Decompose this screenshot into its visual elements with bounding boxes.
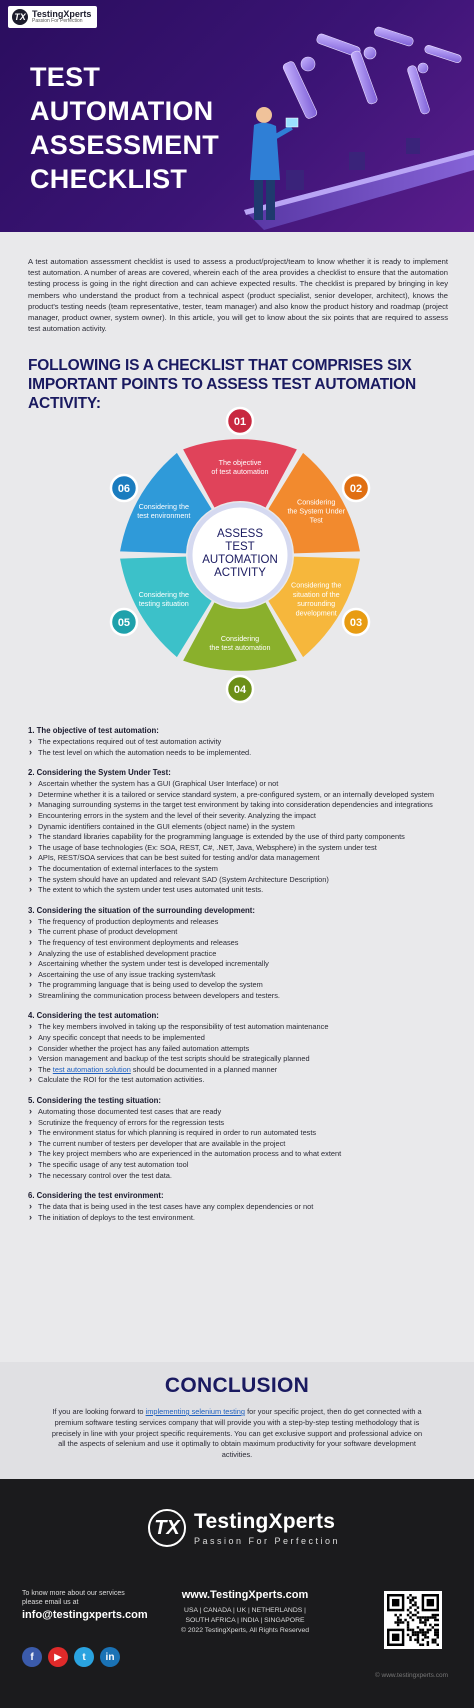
list-item: › The environment status for which planning is required in order to run automated tests <box>28 1128 448 1139</box>
robot-arms-illustration <box>224 20 474 230</box>
conclusion-title: CONCLUSION <box>164 1374 310 1397</box>
title-line: ASSESSMENT <box>30 130 220 160</box>
wheel-number: 02 <box>349 483 363 495</box>
list-item: › The frequency of test environment deployments and releases <box>28 938 448 949</box>
wheel-segment-label: Considering the testing situation <box>138 589 189 609</box>
list-item: › Streamlining the communication process between developers and testers. <box>28 991 448 1002</box>
facebook-icon[interactable]: f <box>22 1647 42 1667</box>
wheel-segment-label: Considering the test environment <box>137 501 191 521</box>
list-item: › Consider whether the project has any failed automation attempts <box>28 1044 448 1055</box>
intro-paragraph: A test automation assessment checklist is used to assess a product/project/team to know whether it is ready to implement test automation. A number of areas are covered, wherein each of the area provides a checklist to ensure that the automation testing process is going in the right direction and can achieve expected results. The checklist is prepared by bringing in key members who understand the product from a technical aspect (product specialist, senior developer, architect), knows the product's testing needs (team representative, tester, team manager) and also know the product history and roadmap (project manager, product owner, system owner). In this article, you will get to know about the six points that are required to assess test automation activity. <box>28 257 448 334</box>
checklist-group-title: 2. Considering the System Under Test: <box>28 768 171 778</box>
checklist-list <box>28 726 448 1233</box>
list-item: › Determine whether it is a tailored or service standard system, a pre-configured system, or an internally developed system <box>28 790 448 801</box>
qr-code-icon[interactable] <box>384 1591 442 1649</box>
list-item: › The current number of testers per developer that are available in the project <box>28 1139 448 1150</box>
list-item: › Ascertaining the use of any issue tracking system/task <box>28 970 448 981</box>
title-line: CHECKLIST <box>30 164 188 194</box>
linkedin-icon[interactable]: in <box>100 1647 120 1667</box>
list-item: › The frequency of production deployments and releases <box>28 917 448 928</box>
list-item: › The expectations required out of test automation activity <box>28 737 448 748</box>
footer-brand[interactable] <box>148 1509 340 1547</box>
conclusion-text: for your specific project, then do get connected with a premium software testing services company that will provide you with a step-by-step testing methodology that is precisely in line with your project specific requirements. You can get exclusive support and professional advice on all the aspects of selenium and use it optimally to obtain maximum productivity for your software development activities. <box>51 1407 423 1460</box>
list-item: › The programming language that is being used to develop the system <box>28 980 448 991</box>
list-item: › Managing surrounding systems in the target test environment by taking into consideration dependencies and integrations <box>28 800 448 811</box>
list-item: › The usage of base technologies (Ex: SOA, REST, C#, .NET, Java, Websphere) in the system under test <box>28 843 448 854</box>
list-item-text: should be documented in a planned manner <box>130 1064 278 1074</box>
copyright-text: © 2022 TestingXperts, All Rights Reserved <box>180 1627 310 1635</box>
website-link[interactable]: www.TestingXperts.com <box>181 1589 309 1601</box>
checklist-group-title: 3. Considering the situation of the surrounding development: <box>28 905 255 915</box>
checklist-group <box>28 1011 448 1086</box>
list-item: › The initiation of deploys to the test environment. <box>28 1213 448 1224</box>
checklist-group-title: 6. Considering the test environment: <box>28 1191 164 1201</box>
conclusion-section <box>0 1362 474 1479</box>
brand-tagline: Passion For Perfection <box>194 1536 341 1546</box>
list-item: › The extent to which the system under test uses automated unit tests. <box>28 885 448 896</box>
contact-label: To know more about our services please email us at <box>22 1590 125 1606</box>
title-line: TEST <box>30 62 101 92</box>
website-block <box>170 1589 320 1637</box>
checklist-group-title: 5. Considering the testing situation: <box>28 1096 161 1106</box>
conclusion-paragraph <box>48 1407 426 1461</box>
list-item: › Ascertaining whether the system under test is developed incrementally <box>28 959 448 970</box>
list-item: › Ascertain whether the system has a GUI (Graphical User Interface) or not <box>28 779 448 790</box>
wheel-number: 03 <box>349 617 363 629</box>
logo-name: TestingXperts <box>32 9 92 19</box>
wheel-number: 06 <box>117 483 131 495</box>
footer <box>0 1479 474 1708</box>
checklist-group <box>28 768 448 896</box>
list-item: › Scrutinize the frequency of errors for the regression tests <box>28 1118 448 1129</box>
list-item: › The current phase of product development <box>28 927 448 938</box>
hero-banner <box>0 0 474 232</box>
watermark-text: © www.testingxperts.com <box>374 1672 448 1679</box>
section-heading: FOLLOWING IS A CHECKLIST THAT COMPRISES SIX IMPORTANT POINTS TO ASSESS TEST AUTOMATION ACTIVITY: <box>28 357 417 412</box>
list-item: › The documentation of external interfaces to the system <box>28 864 448 875</box>
checklist-wheel-diagram <box>95 405 385 710</box>
list-item: › The key members involved in taking up the responsibility of test automation maintenance <box>28 1022 448 1033</box>
wheel-number: 01 <box>233 416 247 428</box>
locations-line: USA | CANADA | UK | NETHERLANDS | <box>184 1607 306 1614</box>
brand-logo-icon: TX <box>148 1509 186 1547</box>
logo-tagline: Passion For Perfection <box>32 18 83 24</box>
wheel-center-label: ASSESS TEST AUTOMATION ACTIVITY <box>202 528 278 579</box>
list-item: › Analyzing the use of established development practice <box>28 949 448 960</box>
checklist-group <box>28 726 448 758</box>
list-item-text: The <box>38 1064 53 1074</box>
checklist-group <box>28 906 448 1002</box>
wheel-segment-label: Considering the System Under Test <box>287 497 345 525</box>
wheel-number: 04 <box>233 684 247 696</box>
selenium-testing-link[interactable]: implementing selenium testing <box>145 1407 246 1416</box>
list-item: › The system should have an updated and relevant SAD (System Architecture Description) <box>28 875 448 886</box>
youtube-icon[interactable]: ▶ <box>48 1647 68 1667</box>
list-item: › Calculate the ROI for the test automation activities. <box>28 1075 448 1086</box>
header-logo[interactable] <box>8 6 97 28</box>
social-links <box>22 1647 120 1667</box>
list-item: › Encountering errors in the system and the level of their severity. Analyzing the impact <box>28 811 448 822</box>
list-item: › Dynamic identifiers contained in the GUI elements (object name) in the system <box>28 822 448 833</box>
wheel-segment-label: Considering the situation of the surrounding development <box>291 580 342 618</box>
list-item: › Version management and backup of the test scripts should be strategically planned <box>28 1054 448 1065</box>
page-title <box>30 60 230 196</box>
brand-name: TestingXperts <box>194 1510 336 1533</box>
list-item: › The test level on which the automation needs to be implemented. <box>28 748 448 759</box>
wheel-segment-label: Considering the test automation <box>209 633 271 653</box>
wheel-segment-label: The objective of test automation <box>211 457 269 477</box>
title-line: AUTOMATION <box>30 96 214 126</box>
list-item: › Automating those documented test cases that are ready <box>28 1107 448 1118</box>
logo-mark-icon: TX <box>12 9 28 25</box>
list-item: › Any specific concept that needs to be implemented <box>28 1033 448 1044</box>
locations-line: SOUTH AFRICA | INDIA | SINGAPORE <box>185 1617 305 1625</box>
checklist-group <box>28 1096 448 1181</box>
conclusion-text: If you are looking forward to <box>52 1407 146 1416</box>
list-item: › The standard libraries capability for the programming language is extended by the use of third party components <box>28 832 448 843</box>
checklist-group-title: 4. Considering the test automation: <box>28 1011 159 1021</box>
checklist-group <box>28 1191 448 1223</box>
wheel-number: 05 <box>117 617 131 629</box>
list-item: › APIs, REST/SOA services that can be best suited for testing and/or data management <box>28 853 448 864</box>
twitter-icon[interactable]: t <box>74 1647 94 1667</box>
list-item: › The data that is being used in the test cases have any complex dependencies or not <box>28 1202 448 1213</box>
contact-block <box>22 1589 148 1621</box>
contact-email-link[interactable]: info@testingxperts.com <box>22 1609 148 1621</box>
list-item: › The specific usage of any test automation tool <box>28 1160 448 1171</box>
list-item <box>28 1065 448 1076</box>
list-item: › The key project members who are experienced in the automation process and to what extent <box>28 1149 448 1160</box>
checklist-group-title: 1. The objective of test automation: <box>28 726 159 735</box>
test-automation-solution-link[interactable]: test automation solution <box>52 1064 131 1074</box>
list-item: › The necessary control over the test data. <box>28 1171 448 1182</box>
